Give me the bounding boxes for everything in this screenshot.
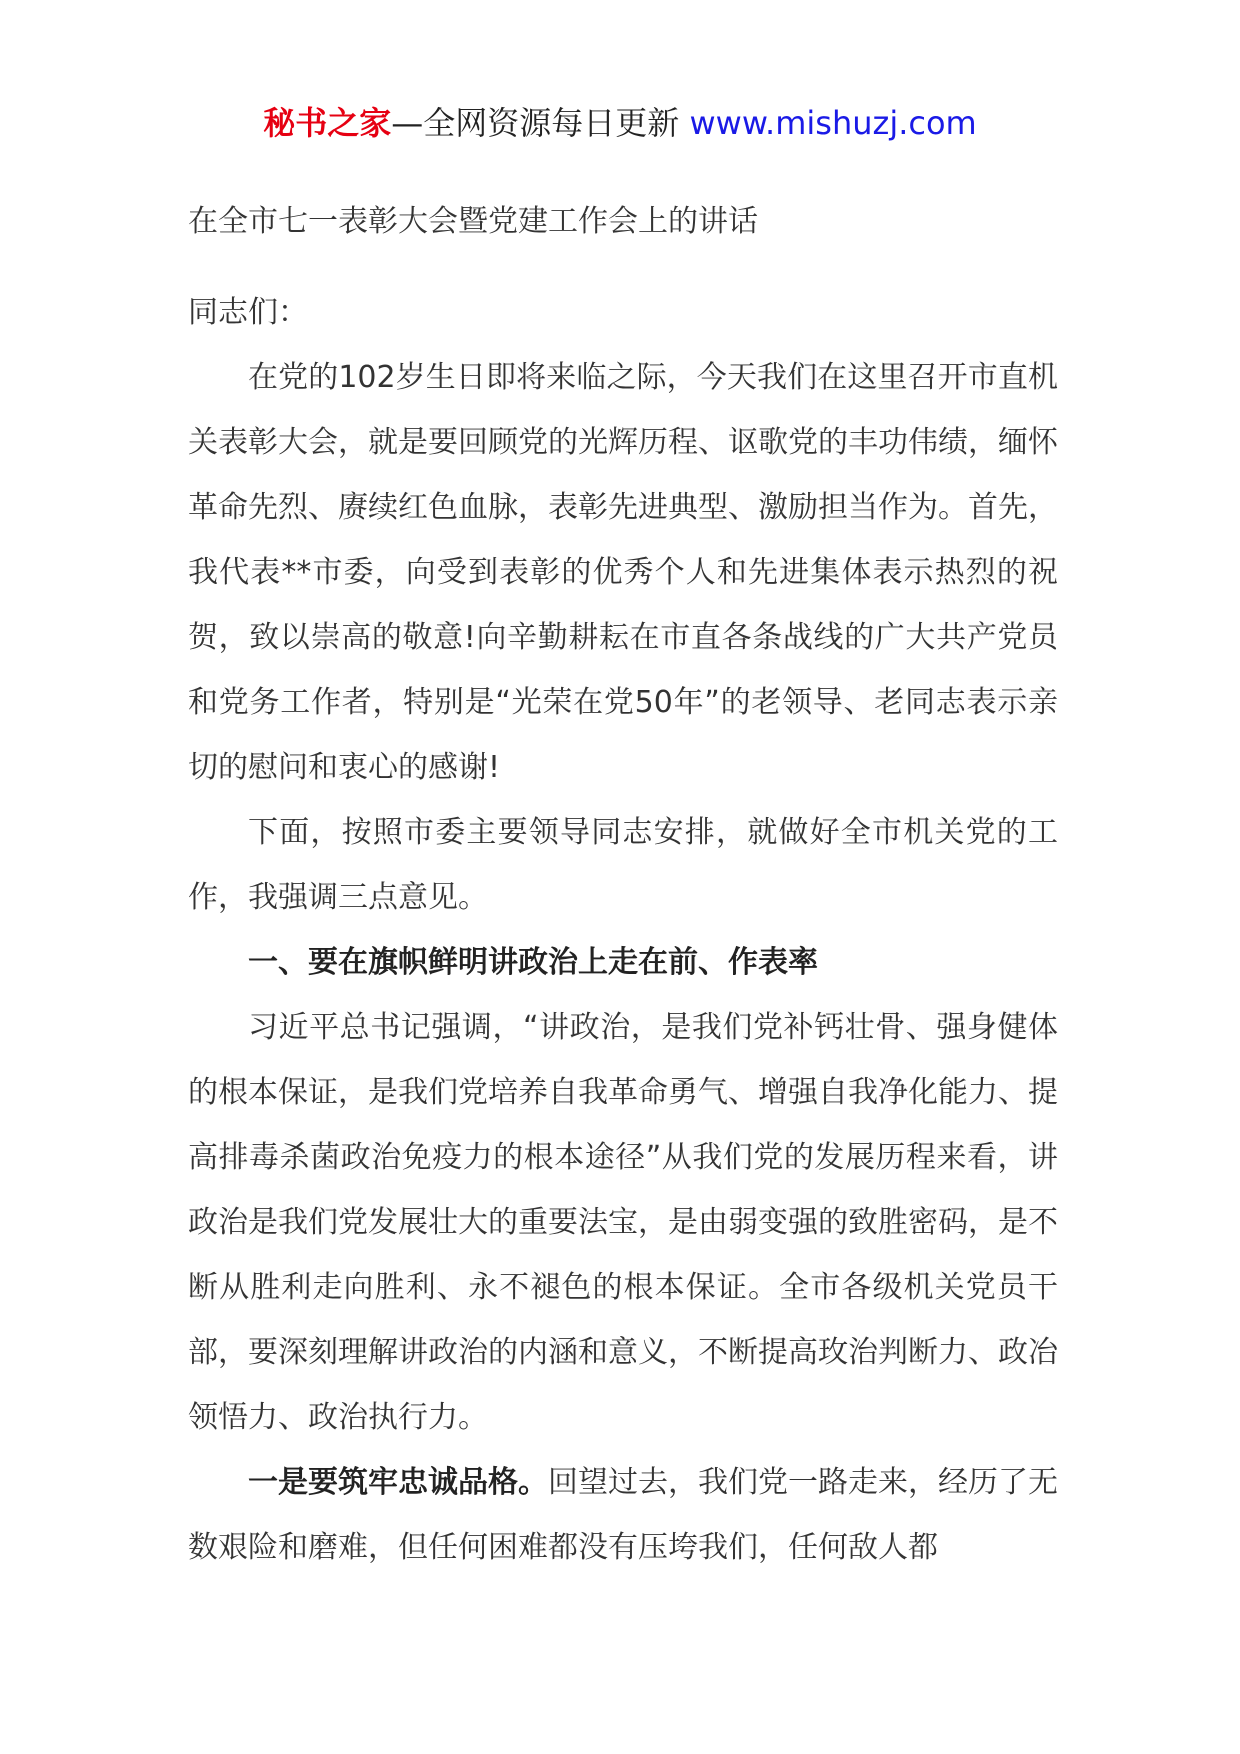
document-title: 在全市七一表彰大会暨党建工作会上的讲话 [188,204,758,239]
point-one-lead: 一是要筑牢忠诚品格。 [248,1465,548,1500]
site-tagline: —全网资源每日更新 [391,104,680,142]
site-url-link[interactable]: www.mishuzj.com [689,104,977,142]
site-brand: 秘书之家 [263,104,392,142]
paragraph-overview: 下面，按照市委主要领导同志安排，就做好全市机关党的工作，我强调三点意见。 [188,815,1058,915]
paragraph-point-one [188,1450,1058,1580]
paragraph-section-one: 习近平总书记强调，“讲政治，是我们党补钙壮骨、强身健体的根本保证，是我们党培养自我革命勇气、增强自我净化能力、提高排毒杀菌政治免疫力的根本途径”从我们党的发展历程来看，讲政治是我们党发展壮大的重要法宝，是由弱变强的致胜密码，是不断从胜利走向胜利、永不褪色的根本保证。全市各级机关党员干部，要深刻理解讲政治的内涵和意义，不断提高玫治判断力、政冶领悟力、政治执行力。 [188,1010,1058,1435]
document-body [188,280,1058,1580]
section-heading-one: 一、要在旗帜鲜明讲政治上走在前、作表率 [248,945,818,980]
point-one-text: 回望过去，我们党一路走来，经历了无数艰险和磨难，但任何困难都没有压垮我们，任何敌人都 [188,1465,1058,1565]
paragraph-intro: 在党的102岁生日即将来临之际，今天我们在这里召开市直机关表彰大会，就是要回顾党的光辉历程、讴歌党的丰功伟绩，缅怀革命先烈、赓续红色血脉，表彰先进典型、激励担当作为。首先，我代表**市委，向受到表彰的优秀个人和先进集体表示热烈的祝贺，致以崇高的敬意!向辛勤耕耘在市直各条战线的广大共产党员和党务工作者，特别是“光荣在党50年”的老领导、老同志表示亲切的慰问和衷心的感谢! [188,360,1058,785]
site-header [0,98,1240,148]
salutation: 同志们： [188,295,308,330]
